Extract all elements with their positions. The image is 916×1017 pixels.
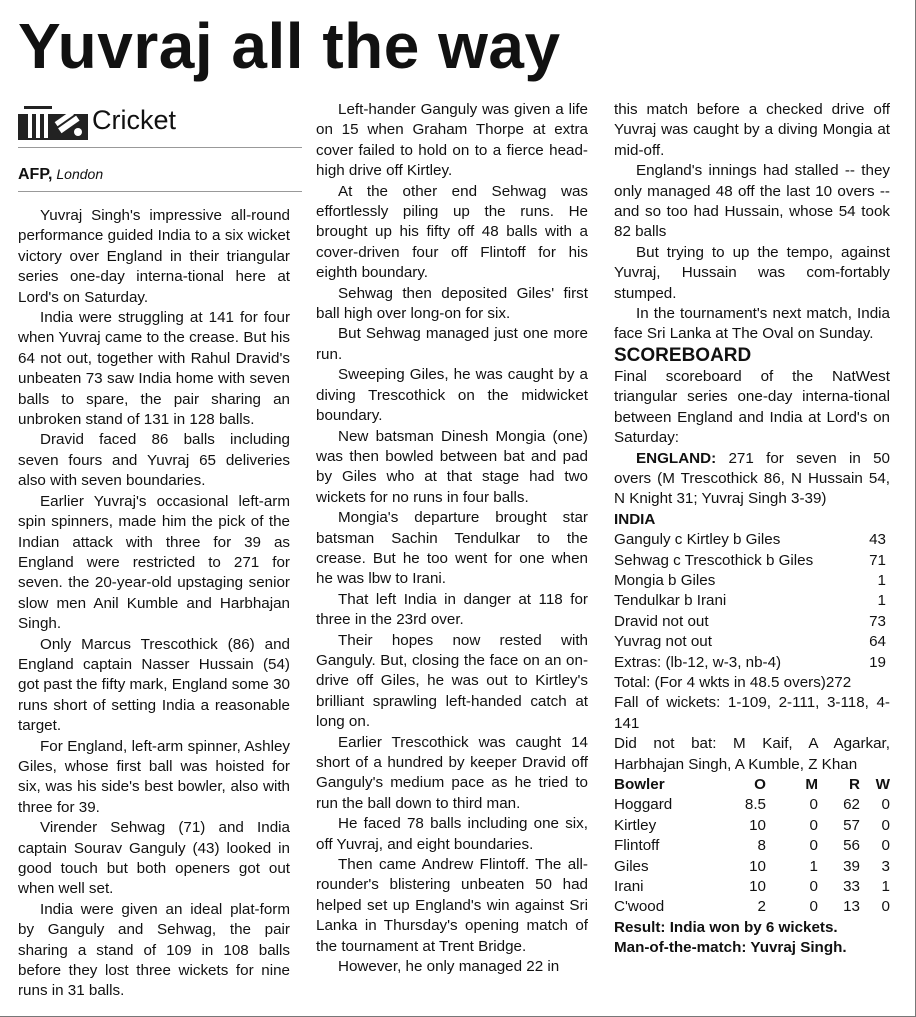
batsman: Dravid not out xyxy=(614,612,709,630)
headline: Yuvraj all the way xyxy=(18,10,561,82)
table-cell: 0 xyxy=(809,816,818,834)
table-cell: 0 xyxy=(809,837,818,855)
table-cell: 0 xyxy=(881,816,890,834)
byline-agency: AFP, xyxy=(18,166,53,183)
scoreboard-title: SCOREBOARD xyxy=(614,344,752,366)
table-row xyxy=(614,632,890,652)
article-column-3 xyxy=(614,100,890,959)
table-cell: 56 xyxy=(843,837,860,855)
paragraph: England's innings had stalled -- they only managed 48 off the last 10 overs -- and so too had Hussain, whose 54 took 82 balls xyxy=(614,162,890,241)
table-cell: 10 xyxy=(749,816,766,834)
paragraph: Earlier Trescothick was caught 14 short of a hundred by keeper Dravid off Ganguly's medium pace as he tried to run the ball down to third man. xyxy=(316,733,588,812)
runs: 64 xyxy=(869,633,886,651)
paragraph: However, he only managed 22 in xyxy=(338,958,560,976)
table-cell: 8 xyxy=(757,837,766,855)
table-cell: 33 xyxy=(843,878,860,896)
table-cell: 0 xyxy=(881,898,890,916)
table-cell: 10 xyxy=(749,878,766,896)
section-label: Cricket xyxy=(92,105,177,135)
paragraph: For England, left-arm spinner, Ashley Giles, whose first ball was hoisted for six, was his side's best bowler, also with three for 39. xyxy=(18,737,290,816)
table-cell: Hoggard xyxy=(614,796,673,814)
table-row xyxy=(614,612,890,632)
paragraph: this match before a checked drive off Yuvraj was caught by a diving Mongia at mid-off. xyxy=(614,101,890,159)
batsman: Ganguly c Kirtley b Giles xyxy=(614,531,781,549)
bowling-table xyxy=(614,775,890,918)
paragraph: Virender Sehwag (71) and India captain Sourav Ganguly (43) looked in good touch but both openers got out when well set. xyxy=(18,819,290,898)
paragraph: Mongia's departure brought star batsman Sachin Tendulkar to the crease. But he too went for one when he was lbw to Irani. xyxy=(316,509,588,588)
innings-total: Total: (For 4 wkts in 48.5 overs)272 xyxy=(614,673,852,691)
table-cell: 62 xyxy=(843,796,860,814)
runs: 1 xyxy=(877,592,886,610)
column-header: M xyxy=(805,776,818,793)
paragraph: Earlier Yuvraj's occasional left-arm spin spinners, made him the pick of the Indian attack with three for 39 as England were restricted to 271 for seven. the 20-year-old upstaging senior slow men Anil Kumble and Harbhajan Singh. xyxy=(18,492,290,633)
table-cell: 3 xyxy=(881,857,890,875)
scoreboard-intro: Final scoreboard of the NatWest triangular series one-day interna-tional between England and India at Lord's on Saturday: xyxy=(614,367,890,447)
table-cell: 13 xyxy=(843,898,860,916)
table-cell: 2 xyxy=(757,898,766,916)
runs: 1 xyxy=(877,571,886,589)
column-header: O xyxy=(754,776,766,793)
table-cell: 57 xyxy=(843,816,860,834)
table-row xyxy=(614,530,890,550)
batsman: Mongia b Giles xyxy=(614,571,716,589)
article-column-2 xyxy=(316,100,588,977)
table-row xyxy=(614,653,890,673)
england-label: ENGLAND: xyxy=(636,449,717,467)
paragraph: But trying to up the tempo, against Yuvraj, Hussain was com-fortably stumped. xyxy=(614,243,890,302)
paragraph: He faced 78 balls including one six, off Yuvraj, and eight boundaries. xyxy=(316,815,588,853)
fall-of-wickets: Fall of wickets: 1-109, 2-111, 3-118, 4-141 xyxy=(614,694,890,732)
table-cell: C'wood xyxy=(614,898,665,916)
table-cell: Irani xyxy=(614,878,644,896)
batsman: Yuvrag not out xyxy=(614,633,712,651)
column-header: Bowler xyxy=(614,776,665,793)
byline-place: London xyxy=(56,166,104,182)
paragraph: But Sehwag managed just one more run. xyxy=(316,325,588,363)
paragraph: Left-hander Ganguly was given a life on 15 when Graham Thorpe at extra cover failed to hold on to a fierce head-high drive off Kirtley. xyxy=(316,101,588,180)
paragraph: Sweeping Giles, he was caught by a diving Trescothick on the midwicket boundary. xyxy=(316,366,588,425)
table-cell: Giles xyxy=(614,857,649,875)
table-cell: 1 xyxy=(881,878,890,896)
paragraph: That left India in danger at 118 for three in the 23rd over. xyxy=(316,590,588,629)
divider xyxy=(18,147,302,148)
paragraph: At the other end Sehwag was effortlessly piling up the runs. He brought up his fifty off 48 balls with a cover-driven four off Flintoff for his eighth boundary. xyxy=(316,182,588,282)
table-cell: 1 xyxy=(809,857,818,875)
man-of-the-match: Man-of-the-match: Yuvraj Singh. xyxy=(614,939,847,957)
runs: 43 xyxy=(869,531,886,549)
table-cell: Flintoff xyxy=(614,837,660,855)
paragraph: Only Marcus Trescothick (86) and England captain Nasser Hussain (54) got past the fifty mark, England some 30 runs short of setting India a reasonable target. xyxy=(18,635,290,735)
batsman: Sehwag c Trescothick b Giles xyxy=(614,551,814,569)
paragraph: Sehwag then deposited Giles' first ball high over long-on for six. xyxy=(316,284,588,323)
column-header: W xyxy=(875,776,890,793)
byline xyxy=(18,166,103,184)
divider xyxy=(18,191,302,192)
cricket-stumps-icon xyxy=(18,100,88,140)
batsman: Extras: (lb-12, w-3, nb-4) xyxy=(614,653,782,671)
paragraph: India were struggling at 141 for four when Yuvraj came to the crease. But his 64 not out, together with Rahul Dravid's unbeaten 73 saw India home with seven balls to spare, the pair sharing an unbroken stand of 131 in 128 balls. xyxy=(18,309,290,429)
table-cell: 0 xyxy=(809,878,818,896)
column-header: R xyxy=(849,776,860,793)
england-summary xyxy=(614,449,890,510)
table-row xyxy=(614,571,890,591)
paragraph: New batsman Dinesh Mongia (one) was then bowled between bat and pad by Giles who at that stage had two wickets for no runs in four balls. xyxy=(316,427,588,506)
batsman: Tendulkar b Irani xyxy=(614,592,727,610)
section-header xyxy=(18,100,176,140)
table-cell: 39 xyxy=(843,857,860,875)
paragraph: Then came Andrew Flintoff. The all-rounder's blistering unbeaten 50 had helped set up England's win against Sri Lanka in Thursday's opening match of the tournament at Trent Bridge. xyxy=(316,856,588,955)
table-cell: 0 xyxy=(881,796,890,814)
paragraph: In the tournament's next match, India face Sri Lanka at The Oval on Sunday. xyxy=(614,305,890,343)
runs: 71 xyxy=(869,551,886,569)
batting-table xyxy=(614,530,890,673)
runs: 73 xyxy=(869,612,886,630)
table-cell: 0 xyxy=(809,898,818,916)
table-cell: 0 xyxy=(809,796,818,814)
india-label: INDIA xyxy=(614,510,656,528)
article-column-1 xyxy=(18,206,290,1002)
table-row xyxy=(614,591,890,611)
table-cell: 8.5 xyxy=(744,796,766,814)
table-cell: 10 xyxy=(749,857,766,875)
paragraph: India were given an ideal plat-form by Ganguly and Sehwag, the pair sharing a stand of 109 in 108 balls before they lost three wickets for nine runs in 31 balls. xyxy=(18,900,290,1000)
paragraph: Their hopes now rested with Ganguly. But, closing the face on an on-drive off Giles, he was out to Kirtley's brilliant sprawling left-handed catch at long on. xyxy=(316,631,588,731)
match-result: Result: India won by 6 wickets. xyxy=(614,918,838,936)
table-cell: 0 xyxy=(881,837,890,855)
paragraph: Dravid faced 86 balls including seven fours and Yuvraj 65 deliveries also with seven boundaries. xyxy=(18,431,290,490)
england-text: 271 for seven in 50 overs (M Trescothick 86, N Hussain 54, N Knight 31; Yuvraj Singh 3-39) xyxy=(614,449,890,508)
table-cell: Kirtley xyxy=(614,816,657,834)
runs: 19 xyxy=(869,653,886,671)
did-not-bat: Did not bat: M Kaif, A Agarkar, Harbhajan Singh, A Kumble, Z Khan xyxy=(614,735,890,773)
paragraph: Yuvraj Singh's impressive all-round performance guided India to a six wicket victory over England in their triangular series one-day interna-tional here at Lord's on Saturday. xyxy=(18,207,290,306)
table-row xyxy=(614,551,890,571)
